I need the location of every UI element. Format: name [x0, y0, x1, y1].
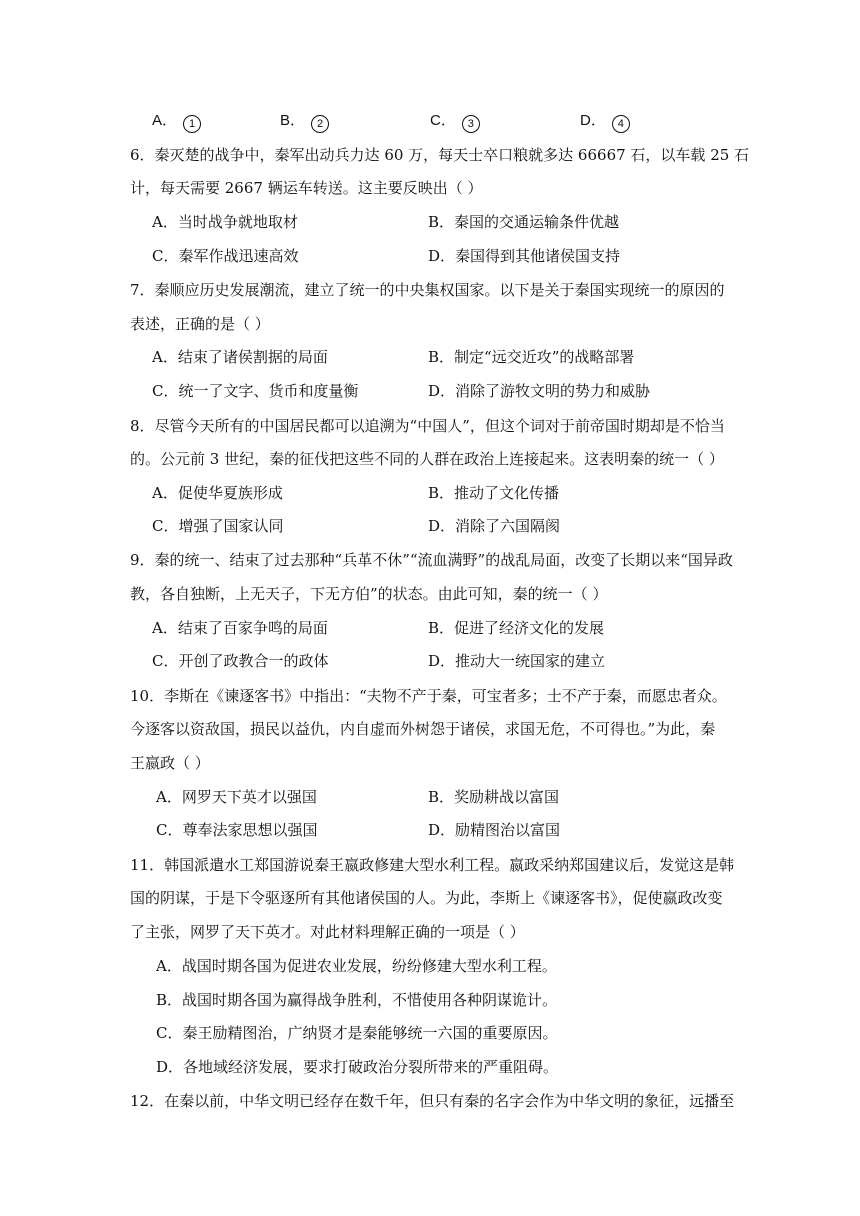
q5-option-c[interactable]: C． 3: [430, 110, 480, 133]
q10-option-a[interactable]: A．网罗天下英才以强国: [156, 788, 317, 806]
q5-option-d[interactable]: D． 4: [580, 110, 630, 133]
q11-option-c-row: [152, 1023, 752, 1043]
q11-stem-line1: 11．韩国派遣水工郑国游说秦王嬴政修建大型水利工程。嬴政采纳郑国建议后，发觉这是韩: [130, 856, 735, 874]
q7-options-row2: [152, 381, 752, 401]
q8-option-c[interactable]: C．增强了国家认同: [152, 517, 284, 535]
q9-stem-line2: 教，各自独断，上无天子，下无方伯”的状态。由此可知，秦的统一（ ）: [130, 585, 608, 603]
q9-option-d[interactable]: D．推动大一统国家的建立: [428, 652, 606, 670]
q10-option-b[interactable]: B．奖励耕战以富国: [428, 788, 560, 806]
q6-option-b[interactable]: B．秦国的交通运输条件优越: [428, 213, 620, 231]
q7-stem-line2: 表述，正确的是（ ）: [130, 315, 270, 333]
q10-stem-line1: 10．李斯在《谏逐客书》中指出：“夫物不产于秦，可宝者多；士不产于秦，而愿忠者众。: [130, 687, 727, 705]
circled-number-4: 4: [612, 115, 630, 133]
q11-option-d-row: [152, 1057, 752, 1077]
q11-option-a-row: [152, 956, 752, 976]
q7-stem-line1: 7．秦顺应历史发展潮流，建立了统一的中央集权国家。以下是关于秦国实现统一的原因的: [130, 281, 725, 299]
q6-stem-line1: 6．秦灭楚的战争中，秦军出动兵力达 60 万，每天士卒口粮就多达 66667 石，以车载 25 石: [130, 146, 750, 164]
q8-option-b[interactable]: B．推动了文化传播: [428, 484, 560, 502]
q6-options-row2: [152, 246, 752, 266]
q11-stem-line3: 了主张，网罗了天下英才。对此材料理解正确的一项是（ ）: [130, 923, 525, 941]
q6-option-c[interactable]: C．秦军作战迅速高效: [152, 247, 299, 265]
q10-options-row2: [152, 820, 752, 840]
circled-number-3: 3: [462, 115, 480, 133]
q12-stem-line1: 12．在秦以前，中华文明已经存在数千年，但只有秦的名字会作为中华文明的象征，远播至: [130, 1092, 735, 1110]
q10-option-c[interactable]: C．尊奉法家思想以强国: [156, 821, 318, 839]
q5-option-a[interactable]: A． 1: [152, 110, 201, 133]
q10-option-d[interactable]: D．励精图治以富国: [428, 821, 561, 839]
q7-option-c[interactable]: C．统一了文字、货币和度量衡: [152, 382, 359, 400]
q7-option-d[interactable]: D．消除了游牧文明的势力和威胁: [428, 382, 651, 400]
q7-options-row1: [152, 347, 752, 367]
q10-stem-line3: 王嬴政（ ）: [130, 754, 210, 772]
q9-option-a[interactable]: A．结束了百家争鸣的局面: [152, 619, 328, 637]
q11-option-c[interactable]: C．秦王励精图治，广纳贤才是秦能够统一六国的重要原因。: [156, 1024, 558, 1042]
q8-stem-line2: 的。公元前 3 世纪，秦的征伐把这些不同的人群在政治上连接起来。这表明秦的统一（ ）: [130, 450, 724, 468]
q6-option-d[interactable]: D．秦国得到其他诸侯国支持: [428, 247, 621, 265]
q9-options-row1: [152, 618, 752, 638]
q11-stem-line2: 国的阴谋，于是下令驱逐所有其他诸侯国的人。为此，李斯上《谏逐客书》，促使嬴政改变: [130, 889, 723, 907]
q5-option-b[interactable]: B． 2: [280, 110, 329, 133]
q6-option-a[interactable]: A．当时战争就地取材: [152, 213, 298, 231]
circled-number-1: 1: [183, 115, 201, 133]
q10-options-row1: [152, 787, 752, 807]
q8-option-a[interactable]: A．促使华夏族形成: [152, 484, 283, 502]
q11-option-a[interactable]: A．战国时期各国为促进农业发展，纷纷修建大型水利工程。: [156, 957, 557, 975]
q8-options-row1: [152, 483, 752, 503]
q7-option-a[interactable]: A．结束了诸侯割据的局面: [152, 348, 328, 366]
q8-options-row2: [152, 516, 752, 536]
q7-option-b[interactable]: B．制定“远交近攻”的战略部署: [428, 348, 635, 366]
circled-number-2: 2: [311, 115, 329, 133]
q9-option-c[interactable]: C．开创了政教合一的政体: [152, 652, 329, 670]
q11-option-b[interactable]: B．战国时期各国为赢得战争胜利，不惜使用各种阴谋诡计。: [156, 991, 558, 1009]
q11-option-d[interactable]: D．各地域经济发展，要求打破政治分裂所带来的严重阻碍。: [156, 1058, 559, 1076]
q9-options-row2: [152, 651, 752, 671]
q8-stem-line1: 8．尽管今天所有的中国居民都可以追溯为“中国人”，但这个词对于前帝国时期却是不恰当: [130, 417, 725, 435]
q9-option-b[interactable]: B．促进了经济文化的发展: [428, 619, 605, 637]
q6-stem-line2: 计，每天需要 2667 辆运车转送。这主要反映出（ ）: [130, 179, 483, 197]
q8-option-d[interactable]: D．消除了六国隔阂: [428, 517, 561, 535]
q11-option-b-row: [152, 990, 752, 1010]
q9-stem-line1: 9．秦的统一、结束了过去那种“兵革不休”“流血满野”的战乱局面，改变了长期以来“国异政: [130, 551, 733, 569]
q6-options-row1: [152, 212, 752, 232]
q10-stem-line2: 今逐客以资敌国，损民以益仇，内自虚而外树怨于诸侯，求国无危，不可得也。”为此，秦: [130, 720, 716, 738]
q5-options: [152, 110, 752, 130]
